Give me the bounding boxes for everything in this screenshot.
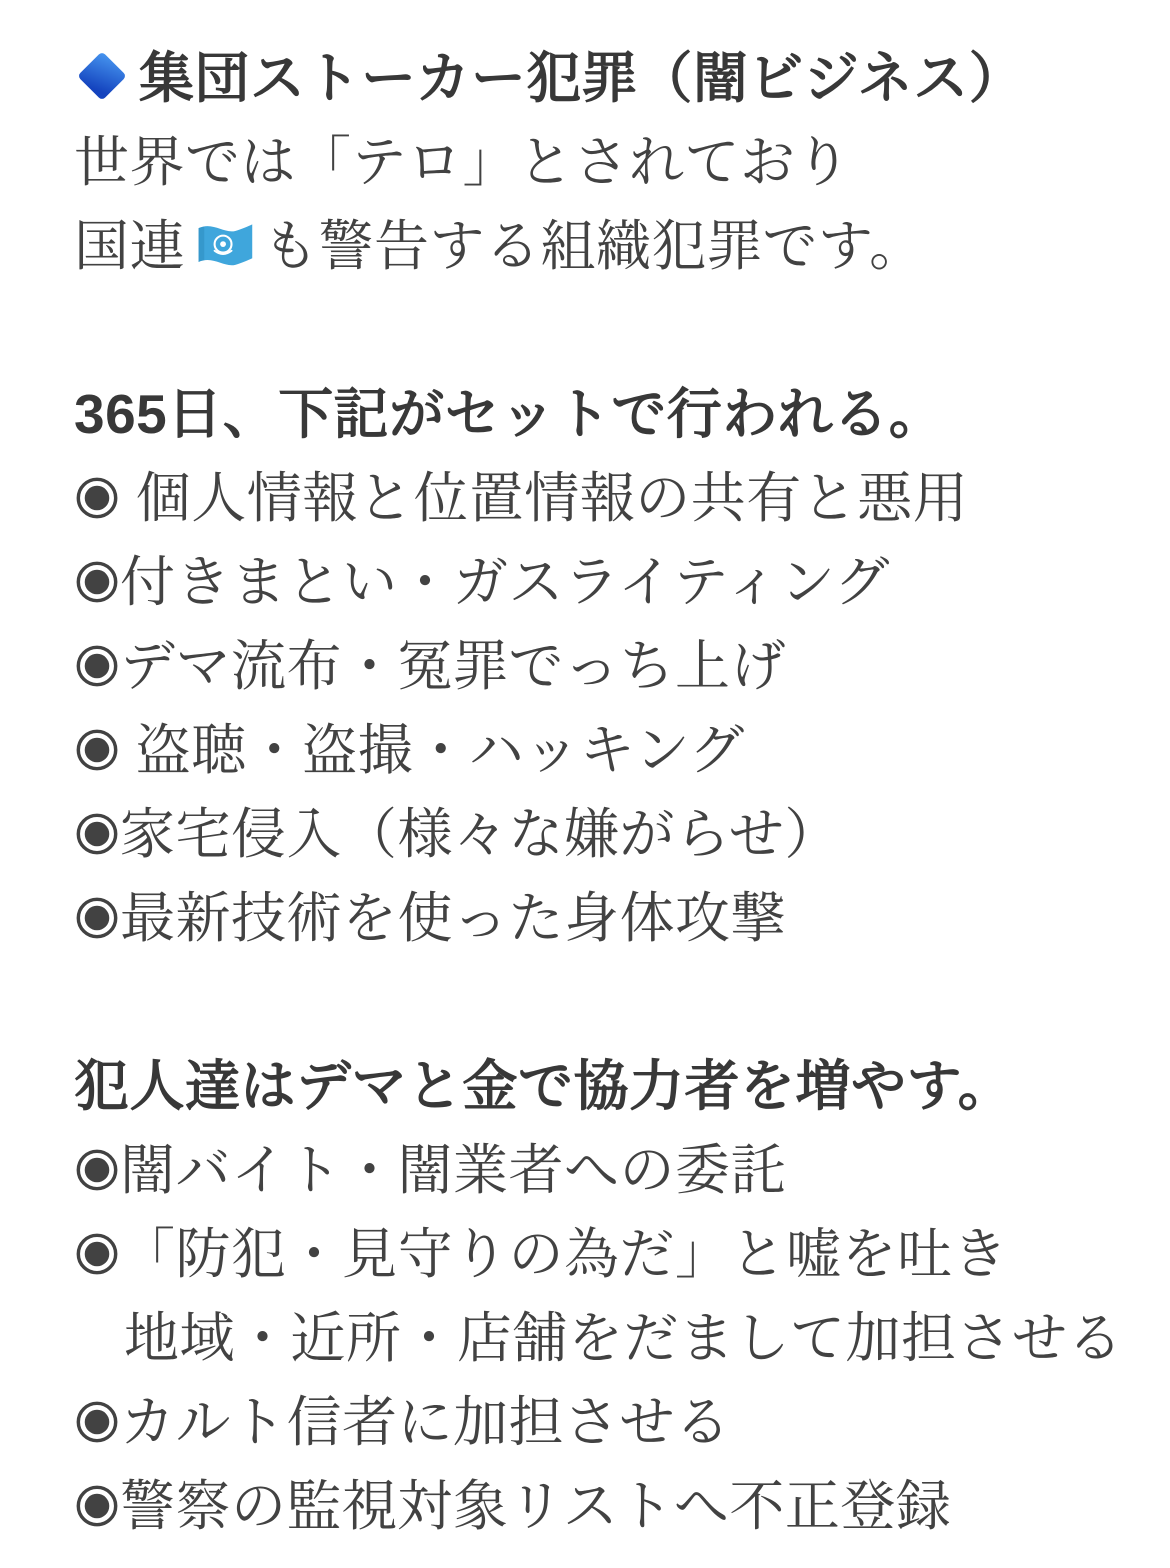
section-heading-1: 365日、下記がセットで行われる。 xyxy=(74,383,945,445)
list-item-text: 盗聴・盗撮・ハッキング xyxy=(120,719,745,781)
intro-line-2-after: も警告する組織犯罪です。 xyxy=(263,215,925,277)
list-item-text: 地域・近所・店舗をだまして加担させる xyxy=(124,1307,1124,1369)
list-item-text: デマ流布・冤罪でっち上げ xyxy=(120,635,787,697)
list-item-text: 個人情報と位置情報の共有と悪用 xyxy=(120,467,969,529)
intro-line-1-text: 世界では「テロ」とされており xyxy=(74,131,852,193)
post-title-text: 集団ストーカー犯罪（闇ビジネス） xyxy=(139,47,1025,109)
fisheye-bullet-icon xyxy=(74,551,120,613)
blue-diamond-icon xyxy=(74,47,139,109)
list-item-text: 闇バイト・闇業者への委託 xyxy=(120,1139,787,1201)
fisheye-bullet-icon xyxy=(74,719,120,781)
intro-line-2 xyxy=(74,204,1136,288)
intro-line-1 xyxy=(74,120,1136,204)
fisheye-bullet-icon xyxy=(74,803,120,865)
list-item xyxy=(74,1212,1136,1296)
list-item-text: カルト信者に加担させる xyxy=(120,1391,731,1453)
list-item-text: 最新技術を使った身体攻撃 xyxy=(120,887,787,949)
list-item xyxy=(74,1128,1136,1212)
list-item xyxy=(74,624,1136,708)
list-item-text: 警察の監視対象リストへ不正登録 xyxy=(120,1475,952,1537)
fisheye-bullet-icon xyxy=(74,635,120,697)
list-item xyxy=(74,456,1136,540)
list-item xyxy=(74,1380,1136,1464)
list-item xyxy=(74,1464,1136,1548)
list-item xyxy=(74,792,1136,876)
fisheye-bullet-icon xyxy=(74,1475,120,1537)
post-title xyxy=(74,36,1136,120)
fisheye-bullet-icon xyxy=(74,887,120,949)
list-item-text: 「防犯・見守りの為だ」と嘘を吐き xyxy=(120,1223,1009,1285)
list-item-text: 付きまとい・ガスライティング xyxy=(120,551,890,613)
list-item-text: 家宅侵入（様々な嫌がらせ） xyxy=(120,803,840,865)
fisheye-bullet-icon xyxy=(74,1391,120,1453)
section-heading-2: 犯人達はデマと金で協力者を増やす。 xyxy=(74,1055,1014,1117)
un-flag-icon xyxy=(185,215,263,277)
fisheye-bullet-icon xyxy=(74,467,120,529)
fisheye-bullet-icon xyxy=(74,1139,120,1201)
list-item xyxy=(74,876,1136,960)
list-item xyxy=(74,540,1136,624)
list-item xyxy=(74,708,1136,792)
intro-line-2-before: 国連 xyxy=(74,215,186,277)
fisheye-bullet-icon xyxy=(74,1223,120,1285)
list-item-continuation xyxy=(74,1296,1136,1380)
